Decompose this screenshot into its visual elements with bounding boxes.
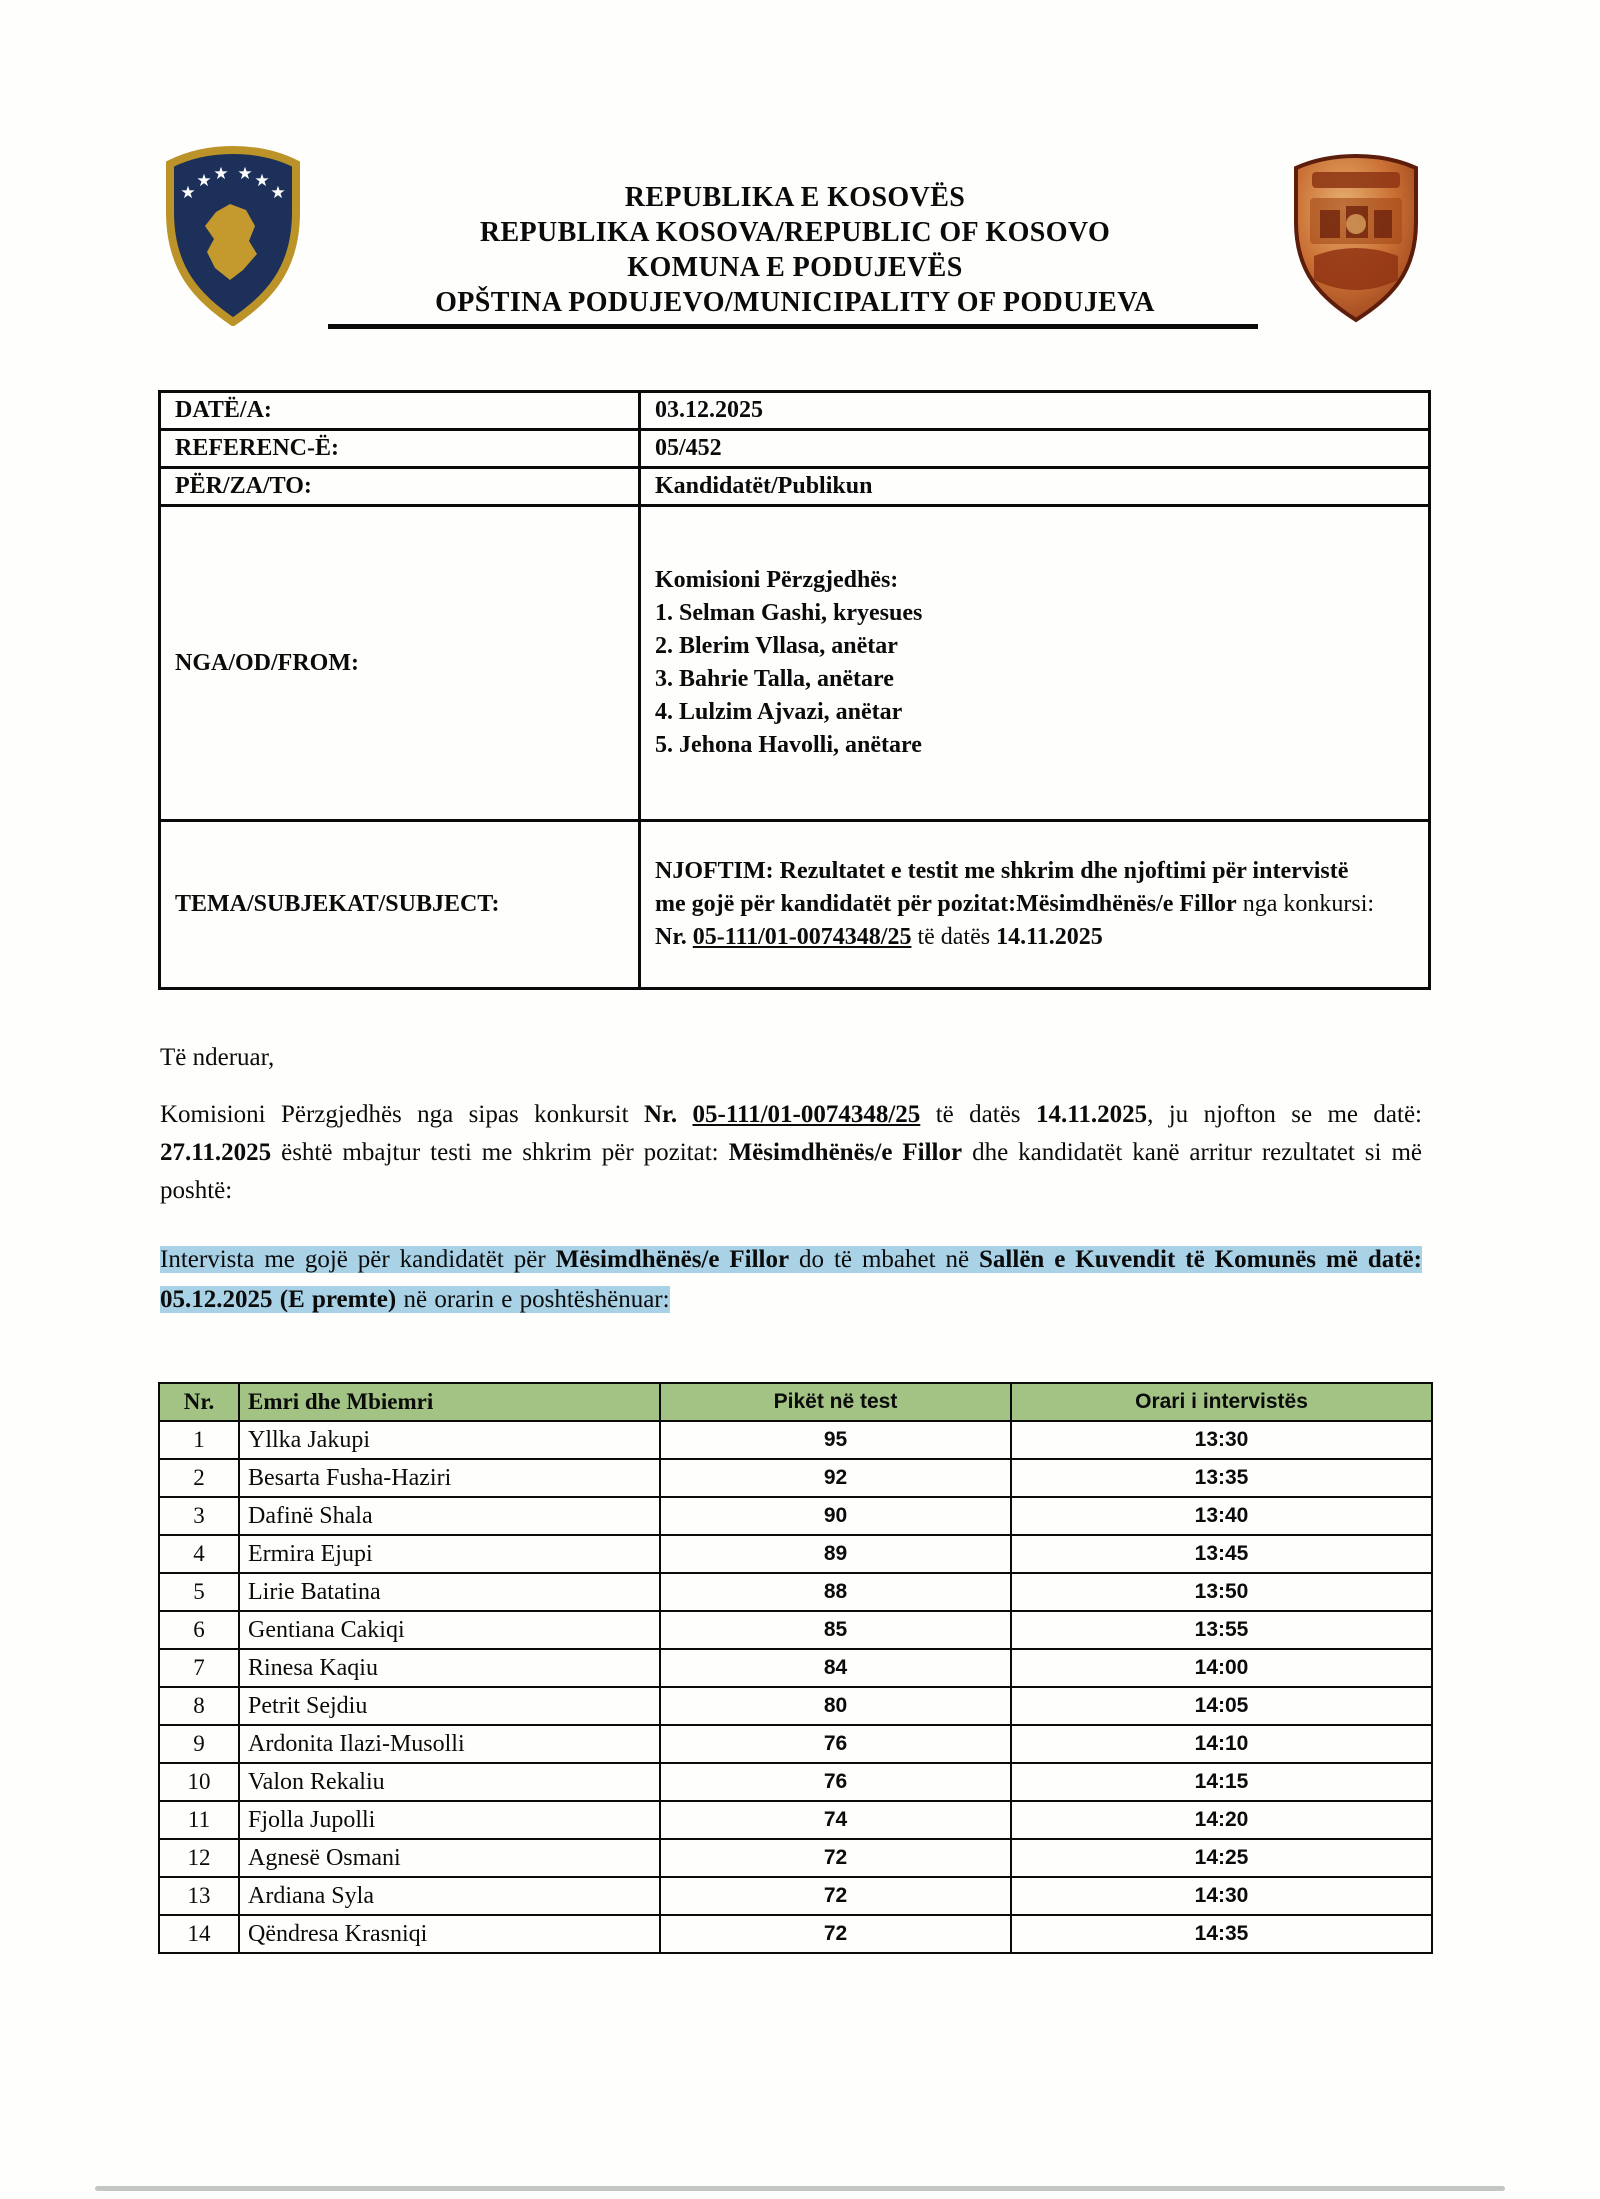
intro-paragraph [160,1096,1422,1210]
kosovo-coat-of-arms-icon [158,146,308,326]
table-row [159,1763,1432,1801]
subject-label: TEMA/SUBJEKAT/SUBJECT: [160,821,640,989]
cell-time: 14:25 [1011,1839,1432,1877]
highlighted-text [160,1246,1422,1313]
table-row [159,1497,1432,1535]
cell-name: Agnesë Osmani [239,1839,660,1877]
cell-name: Qëndresa Krasniqi [239,1915,660,1953]
meta-row-subject [160,821,1430,989]
cell-time: 13:55 [1011,1611,1432,1649]
results-header-row [159,1383,1432,1421]
cell-points: 76 [660,1763,1011,1801]
header-divider [328,324,1258,329]
meta-table [158,390,1431,990]
cell-nr: 8 [159,1687,239,1725]
cell-time: 14:15 [1011,1763,1432,1801]
table-row [159,1725,1432,1763]
paragraph-segment: dhe kandidatët kanë arritur rezultatet si më poshtë: [160,1139,1422,1204]
meta-row-to [160,468,1430,506]
cell-points: 84 [660,1649,1011,1687]
cell-nr: 4 [159,1535,239,1573]
meta-row-from [160,506,1430,821]
scan-artifact [95,2186,1505,2191]
svg-text:★: ★ [237,164,253,183]
cell-points: 90 [660,1497,1011,1535]
table-row [159,1877,1432,1915]
from-label: NGA/OD/FROM: [160,506,640,821]
cell-name: Petrit Sejdiu [239,1687,660,1725]
cell-nr: 11 [159,1801,239,1839]
cell-nr: 3 [159,1497,239,1535]
cell-nr: 7 [159,1649,239,1687]
svg-text:★: ★ [213,164,229,183]
paragraph-segment: Nr. [643,1101,693,1128]
svg-text:★: ★ [180,183,196,202]
notice-segment: më datë: [1316,1246,1422,1273]
salutation: Të nderuar, [160,1044,275,1071]
header-points: Pikët në test [660,1383,1011,1421]
results-table [158,1382,1433,1954]
document-letterhead [300,180,1290,320]
cell-points: 89 [660,1535,1011,1573]
subject-date: 14.11.2025 [996,924,1103,950]
date-value: 03.12.2025 [640,392,1430,430]
interview-notice [160,1240,1422,1320]
cell-time: 14:35 [1011,1915,1432,1953]
commission-member-1: 1. Selman Gashi, kryesues [655,600,923,626]
subject-contest-number: 05-111/01-0074348/25 [692,924,912,950]
notice-location: Sallën e Kuvendit të Komunës [979,1246,1317,1273]
svg-text:★: ★ [196,171,212,190]
table-row [159,1915,1432,1953]
cell-nr: 13 [159,1877,239,1915]
subject-segment: NJOFTIM: Rezultatet e testit me shkrim dhe njoftimi për intervistë me gojë për kandidatët për pozitat: [655,858,1349,917]
cell-name: Fjolla Jupolli [239,1801,660,1839]
table-row [159,1421,1432,1459]
position-name: Mësimdhënës/e Fillor [728,1139,963,1166]
reference-value: 05/452 [640,430,1430,468]
commission-member-2: 2. Blerim Vllasa, anëtar [655,633,898,659]
cell-points: 74 [660,1801,1011,1839]
cell-name: Yllka Jakupi [239,1421,660,1459]
header-line-1: REPUBLIKA E KOSOVËS [624,182,966,213]
table-row [159,1839,1432,1877]
header-time: Orari i intervistës [1011,1383,1432,1421]
cell-nr: 10 [159,1763,239,1801]
cell-nr: 6 [159,1611,239,1649]
cell-points: 72 [660,1877,1011,1915]
interview-date: 05.12.2025 (E premte) [160,1286,397,1313]
cell-time: 13:50 [1011,1573,1432,1611]
cell-time: 14:05 [1011,1687,1432,1725]
cell-points: 76 [660,1725,1011,1763]
cell-nr: 1 [159,1421,239,1459]
notice-segment: në orarin e poshtëshënuar: [396,1286,670,1313]
cell-points: 80 [660,1687,1011,1725]
reference-label: REFERENC-Ë: [160,430,640,468]
cell-points: 92 [660,1459,1011,1497]
svg-text:★: ★ [270,183,286,202]
header-line-4: OPŠTINA PODUJEVO/MUNICIPALITY OF PODUJEVA [435,287,1155,318]
contest-number: 05-111/01-0074348/25 [692,1101,921,1128]
meta-row-reference [160,430,1430,468]
paragraph-segment: është mbajtur testi me shkrim për pozitat: [271,1139,729,1166]
cell-time: 13:45 [1011,1535,1432,1573]
cell-name: Ardiana Syla [239,1877,660,1915]
cell-points: 85 [660,1611,1011,1649]
commission-member-5: 5. Jehona Havolli, anëtare [655,732,922,758]
cell-name: Besarta Fusha-Haziri [239,1459,660,1497]
subject-segment: Mësimdhënës/e Fillor [1016,891,1237,917]
to-value: Kandidatët/Publikun [640,468,1430,506]
table-row [159,1459,1432,1497]
paragraph-segment: të datës [920,1101,1036,1128]
table-row [159,1611,1432,1649]
commission-title: Komisioni Përzgjedhës: [655,567,899,593]
cell-name: Lirie Batatina [239,1573,660,1611]
subject-segment: Nr. [655,924,693,950]
cell-points: 88 [660,1573,1011,1611]
test-date: 27.11.2025 [160,1139,272,1166]
cell-time: 13:40 [1011,1497,1432,1535]
cell-nr: 12 [159,1839,239,1877]
table-row [159,1649,1432,1687]
cell-name: Ermira Ejupi [239,1535,660,1573]
cell-nr: 5 [159,1573,239,1611]
to-label: PËR/ZA/TO: [160,468,640,506]
cell-nr: 14 [159,1915,239,1953]
cell-time: 14:30 [1011,1877,1432,1915]
cell-time: 14:10 [1011,1725,1432,1763]
commission-member-3: 3. Bahrie Talla, anëtare [655,666,894,692]
cell-name: Valon Rekaliu [239,1763,660,1801]
subject-text [655,851,1418,958]
contest-date: 14.11.2025 [1035,1101,1148,1128]
header-nr: Nr. [159,1383,239,1421]
table-row [159,1535,1432,1573]
commission-member-4: 4. Lulzim Ajvazi, anëtar [655,699,903,725]
paragraph-segment: , ju njofton se me datë: [1147,1101,1423,1128]
header-line-2: REPUBLIKA KOSOVA/REPUBLIC OF KOSOVO [479,217,1111,248]
meta-row-date [160,392,1430,430]
notice-position: Mësimdhënës/e Fillor [555,1246,790,1273]
notice-segment: Intervista me gojë për kandidatët për [160,1246,556,1273]
cell-time: 13:35 [1011,1459,1432,1497]
header-name: Emri dhe Mbiemri [239,1383,660,1421]
cell-name: Ardonita Ilazi-Musolli [239,1725,660,1763]
header-line-3: KOMUNA E PODUJEVËS [627,252,963,283]
cell-nr: 2 [159,1459,239,1497]
cell-points: 95 [660,1421,1011,1459]
selection-commission-list [655,564,1418,762]
paragraph-segment: Komisioni Përzgjedhës nga sipas konkursit [160,1101,644,1128]
svg-text:★: ★ [254,171,270,190]
table-row [159,1573,1432,1611]
cell-nr: 9 [159,1725,239,1763]
cell-name: Rinesa Kaqiu [239,1649,660,1687]
cell-time: 14:00 [1011,1649,1432,1687]
subject-segment: të datës [911,924,997,950]
date-label: DATË/A: [160,392,640,430]
municipal-seal-icon [1286,152,1426,322]
cell-points: 72 [660,1915,1011,1953]
cell-points: 72 [660,1839,1011,1877]
table-row [159,1801,1432,1839]
cell-name: Dafinë Shala [239,1497,660,1535]
notice-segment: do të mbahet në [789,1246,980,1273]
subject-segment: nga konkursi: [1236,891,1375,917]
cell-name: Gentiana Cakiqi [239,1611,660,1649]
table-row [159,1687,1432,1725]
cell-time: 13:30 [1011,1421,1432,1459]
cell-time: 14:20 [1011,1801,1432,1839]
